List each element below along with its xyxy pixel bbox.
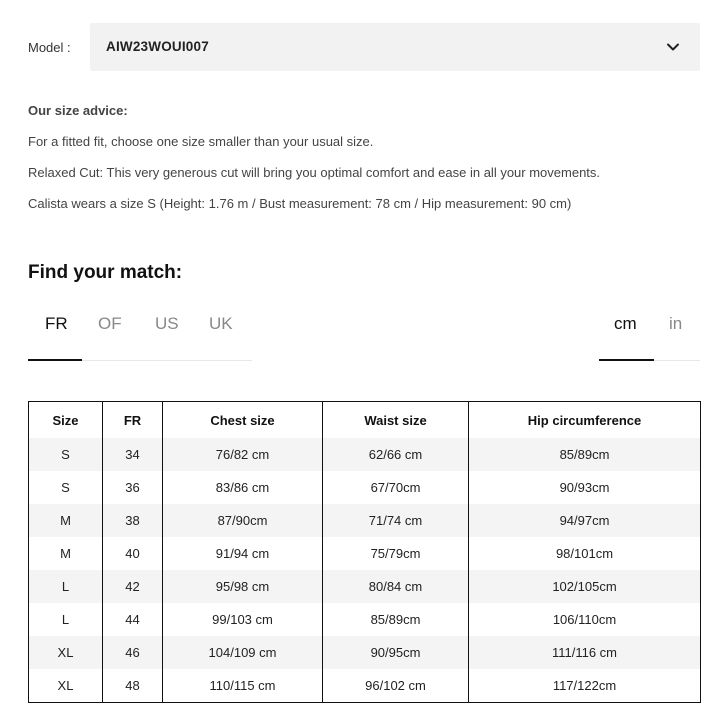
table-row [29,504,701,537]
tab-fr[interactable]: FR [45,314,68,333]
size-cell: XL [29,669,103,703]
hip-cell: 94/97cm [469,504,701,537]
fr-cell: 48 [103,669,163,703]
chest-cell: 76/82 cm [163,438,323,471]
waist-cell: 62/66 cm [323,438,469,471]
fr-cell: 36 [103,471,163,504]
region-tabs [28,300,252,361]
size-cell: L [29,603,103,636]
advice-line: For a fitted fit, choose one size smaller than your usual size. [28,134,374,149]
waist-cell: 80/84 cm [323,570,469,603]
tab-in[interactable]: in [669,314,683,333]
hip-cell: 117/122cm [469,669,701,703]
waist-cell: 71/74 cm [323,504,469,537]
tab-cm[interactable]: cm [614,314,637,333]
size-advice-title: Our size advice: [28,103,128,118]
header-fr: FR [103,402,163,439]
advice-line: Relaxed Cut: This very generous cut will bring you optimal comfort and ease in all your movements. [28,165,601,180]
table-row [29,570,701,603]
model-label: Model : [28,40,71,55]
hip-cell: 90/93cm [469,471,701,504]
waist-cell: 85/89cm [323,603,469,636]
active-unit-indicator [599,359,654,361]
fr-cell: 38 [103,504,163,537]
size-cell: M [29,504,103,537]
size-cell: M [29,537,103,570]
fr-cell: 46 [103,636,163,669]
hip-cell: 85/89cm [469,438,701,471]
advice-line: Calista wears a size S (Height: 1.76 m / Bust measurement: 78 cm / Hip measurement: 90 cm) [28,196,572,211]
hip-cell: 111/116 cm [469,636,701,669]
waist-cell: 96/102 cm [323,669,469,703]
chest-cell: 99/103 cm [163,603,323,636]
table-row [29,537,701,570]
unit-tabs [599,300,700,361]
chevron-down-icon [666,40,680,54]
size-cell: XL [29,636,103,669]
fr-cell: 42 [103,570,163,603]
chest-cell: 87/90cm [163,504,323,537]
chest-cell: 104/109 cm [163,636,323,669]
tab-uk[interactable]: UK [209,314,233,333]
fr-cell: 40 [103,537,163,570]
table-row [29,438,701,471]
hip-cell: 102/105cm [469,570,701,603]
model-select[interactable] [90,23,700,71]
hip-cell: 98/101cm [469,537,701,570]
tab-of[interactable]: OF [98,314,122,333]
table-row [29,669,701,703]
active-tab-indicator [28,359,82,361]
header-size: Size [29,402,103,439]
fr-cell: 44 [103,603,163,636]
table-header-row [29,402,701,439]
header-hip: Hip circumference [469,402,701,439]
fr-cell: 34 [103,438,163,471]
chest-cell: 91/94 cm [163,537,323,570]
size-cell: S [29,471,103,504]
header-chest: Chest size [163,402,323,439]
model-row [28,23,700,71]
table-row [29,471,701,504]
header-waist: Waist size [323,402,469,439]
waist-cell: 75/79cm [323,537,469,570]
chest-cell: 95/98 cm [163,570,323,603]
hip-cell: 106/110cm [469,603,701,636]
size-advice [28,103,708,227]
model-value: AIW23WOUI007 [106,39,209,54]
chest-cell: 83/86 cm [163,471,323,504]
find-match-title: Find your match: [28,262,183,283]
tab-us[interactable]: US [155,314,179,333]
size-table [28,401,701,703]
table-row [29,603,701,636]
waist-cell: 67/70cm [323,471,469,504]
size-cell: L [29,570,103,603]
chest-cell: 110/115 cm [163,669,323,703]
table-row [29,636,701,669]
waist-cell: 90/95cm [323,636,469,669]
size-cell: S [29,438,103,471]
